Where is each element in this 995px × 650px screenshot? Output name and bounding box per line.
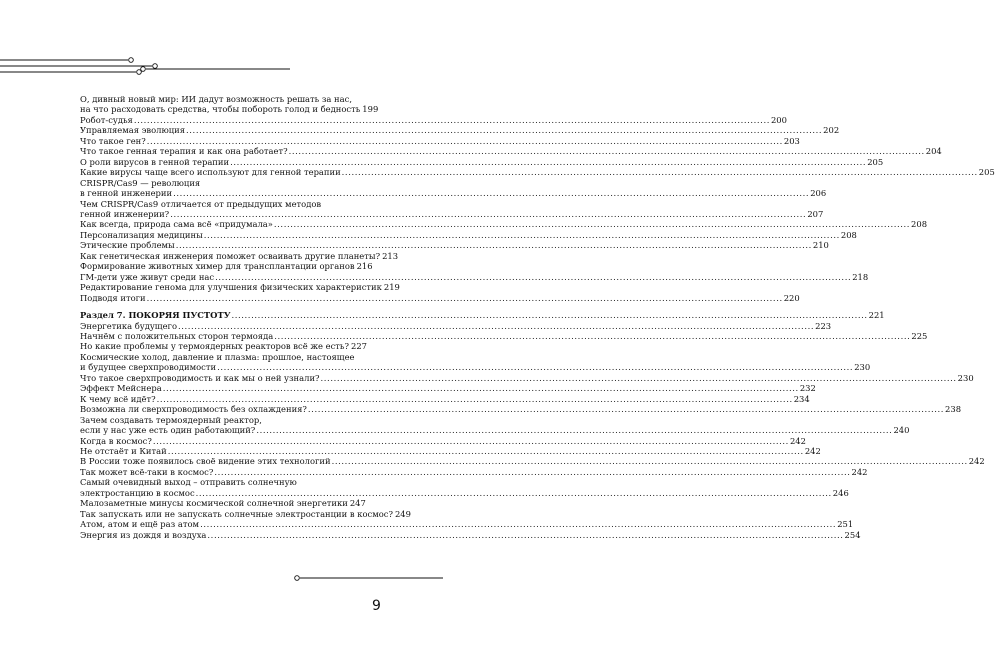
toc-entry-row <box>80 330 928 341</box>
toc-entry <box>80 519 854 530</box>
toc-leader-dots <box>308 404 944 414</box>
toc-entry <box>80 404 962 415</box>
toc-entry-row <box>80 393 810 404</box>
toc-entry <box>80 271 869 282</box>
table-of-contents <box>80 94 995 540</box>
section-title: Раздел 7. ПОКОРЯЯ ПУСТОТУ <box>80 310 231 321</box>
toc-entry-title-line: Управляемая эволюция <box>80 125 186 136</box>
bottom-rule-dot <box>295 576 300 581</box>
toc-entry-row <box>80 282 400 293</box>
toc-entry-row <box>80 519 854 530</box>
toc-entry-title-line: Как генетическая инженерия поможет осваивать другие планеты? <box>80 250 381 261</box>
toc-entry-row <box>80 529 861 540</box>
toc-entry-row <box>80 229 857 240</box>
toc-entry <box>80 456 985 467</box>
toc-entry-title-line: электростанцию в космос <box>80 487 195 498</box>
toc-entry-page: 230 <box>854 362 871 373</box>
toc-entry-title-line: О, дивный новый мир: ИИ дадут возможность решать за нас, <box>80 94 352 104</box>
toc-entry-row <box>80 125 840 136</box>
toc-entry <box>80 167 995 178</box>
toc-leader-dots <box>173 188 809 198</box>
toc-entry-title-line: Энергетика будущего <box>80 320 177 331</box>
toc-entry-row <box>80 135 800 146</box>
toc-leader-dots <box>214 467 850 477</box>
toc-entry-page: 207 <box>807 208 824 219</box>
toc-entry-row <box>80 508 411 519</box>
toc-entry-title-line: Робот-судья <box>80 114 133 125</box>
toc-entry-row <box>80 498 366 509</box>
toc-entry-page: 242 <box>851 466 868 477</box>
toc-leader-dots <box>157 394 793 404</box>
toc-entry-title-line: Подводя итоги <box>80 292 146 303</box>
toc-entry-page: 247 <box>349 498 366 509</box>
toc-leader-dots <box>204 230 840 240</box>
toc-leader-dots <box>332 456 968 466</box>
toc-entry-title-line: Космические холод, давление и плазма: прошлое, настоящее <box>80 351 355 362</box>
toc-entry-title-line: CRISPR/Cas9 — революция <box>80 177 201 188</box>
toc-leader-dots <box>342 167 978 177</box>
toc-entry-title-line: Какие вирусы чаще всего используют для генной терапии <box>80 167 341 178</box>
toc-leader-dots <box>147 293 783 303</box>
toc-entry-row <box>80 188 827 199</box>
toc-entry-page: 230 <box>957 372 974 383</box>
toc-leader-dots <box>147 136 783 146</box>
toc-leader-dots <box>176 240 812 250</box>
toc-entry-row <box>80 167 995 178</box>
toc-entry <box>80 177 827 199</box>
toc-entry-page: 213 <box>382 250 399 261</box>
toc-entry-title-line: Начнём с положительных сторон термояда <box>80 330 274 341</box>
toc-leader-dots <box>178 321 814 331</box>
section-page: 221 <box>868 310 885 321</box>
toc-entry-page: 208 <box>911 219 928 230</box>
toc-entry-title-line: Атом, атом и ещё раз атом <box>80 519 200 530</box>
toc-entry-page: 204 <box>925 146 942 157</box>
toc-entry-page: 220 <box>783 292 800 303</box>
page-number: 9 <box>372 598 381 614</box>
toc-entry-row <box>80 219 928 230</box>
toc-entry-row <box>80 104 379 115</box>
toc-entry <box>80 414 910 436</box>
toc-leader-dots <box>200 519 836 529</box>
toc-leader-dots <box>232 310 868 320</box>
toc-entry <box>80 219 928 230</box>
toc-entry-page: 232 <box>799 383 816 394</box>
toc-entry <box>80 435 806 446</box>
rule-dot-3 <box>137 70 142 75</box>
toc-entry-row <box>80 341 367 352</box>
toc-entry-page: 203 <box>783 135 800 146</box>
section-heading-row <box>80 310 885 321</box>
toc-entry-page: 249 <box>394 508 411 519</box>
toc-entry-page: 210 <box>812 240 829 251</box>
toc-entry-page: 225 <box>911 330 928 341</box>
toc-entry <box>80 146 942 157</box>
toc-entry-title-line: и будущее сверхпроводимости <box>80 362 217 373</box>
toc-entry-row <box>80 261 373 272</box>
toc-entry <box>80 135 800 146</box>
toc-leader-dots <box>230 157 866 167</box>
toc-entry-row <box>80 445 821 456</box>
toc-entry-title-line: Самый очевидный выход – отправить солнечную <box>80 477 297 488</box>
toc-entry-title-line: Когда в космос? <box>80 435 152 446</box>
toc-entry <box>80 341 367 352</box>
toc-entry-title-line: Персонализация медицины <box>80 229 203 240</box>
toc-entry-title-line: Что такое генная терапия и как она работает? <box>80 146 288 157</box>
toc-entry-title-line: Формирование животных химер для трансплантации органов <box>80 261 355 272</box>
toc-entry-row <box>80 250 399 261</box>
toc-entry-row <box>80 146 942 157</box>
toc-entry-row <box>80 240 829 251</box>
section-gap <box>80 303 362 310</box>
toc-entry-page: 246 <box>832 487 849 498</box>
rule-dot-4 <box>141 67 146 72</box>
toc-entry-row <box>80 383 816 394</box>
rule-dot-2 <box>153 64 158 69</box>
toc-entry-page: 216 <box>356 261 373 272</box>
toc-entry-row <box>80 114 787 125</box>
toc-entry-title-line: Этические проблемы <box>80 240 175 251</box>
toc-entry-title-line: К чему всё идёт? <box>80 393 156 404</box>
toc-entry-page: 219 <box>383 282 400 293</box>
toc-entry <box>80 240 829 251</box>
toc-leader-dots <box>321 373 957 383</box>
toc-entry-title-line: если у нас уже есть один работающий? <box>80 425 256 436</box>
toc-entry <box>80 383 816 394</box>
toc-entry-title-line: Что такое ген? <box>80 135 146 146</box>
toc-entry <box>80 229 857 240</box>
toc-leader-dots <box>196 488 832 498</box>
toc-entry-title-line: Редактирование генома для улучшения физических характеристик <box>80 282 382 293</box>
toc-entry <box>80 498 366 509</box>
toc-entry-page: 242 <box>968 456 985 467</box>
toc-entry-row <box>80 208 824 219</box>
toc-entry-page: 199 <box>362 104 379 115</box>
toc-entry <box>80 529 861 540</box>
toc-leader-dots <box>274 219 910 229</box>
toc-leader-dots <box>256 425 892 435</box>
toc-entry-page: 200 <box>770 114 787 125</box>
toc-entry-title-line: в генной инженерии <box>80 188 173 199</box>
toc-entry <box>80 351 871 373</box>
toc-entry <box>80 114 787 125</box>
toc-entry-page: 206 <box>810 188 827 199</box>
toc-entry-title-line: ГМ-дети уже живут среди нас <box>80 271 215 282</box>
toc-entry <box>80 282 400 293</box>
toc-entry-row <box>80 466 868 477</box>
toc-entry <box>80 372 974 383</box>
toc-entry <box>80 320 832 331</box>
toc-entry-row <box>80 425 910 436</box>
toc-leader-dots <box>163 383 799 393</box>
toc-leader-dots <box>170 209 806 219</box>
toc-entry-title-line: В России тоже появилось своё видение этих технологий <box>80 456 331 467</box>
toc-entry <box>80 261 373 272</box>
toc-entry-title-line: Как всегда, природа сама всё «придумала» <box>80 219 273 230</box>
toc-entry-row <box>80 156 884 167</box>
toc-leader-dots <box>289 146 925 156</box>
toc-entry <box>80 292 800 303</box>
toc-entry-row <box>80 404 962 415</box>
toc-entry-row <box>80 456 985 467</box>
toc-entry <box>80 156 884 167</box>
toc-entry-page: 202 <box>823 125 840 136</box>
toc-entry <box>80 508 411 519</box>
toc-entry-title-line: Возможна ли сверхпроводимость без охлаждения? <box>80 404 307 415</box>
toc-entry-page: 218 <box>852 271 869 282</box>
toc-entry <box>80 94 379 115</box>
toc-entry-title-line: Что такое сверхпроводимость и как мы о ней узнали? <box>80 372 320 383</box>
toc-entry-page: 205 <box>867 156 884 167</box>
toc-entry-page: 223 <box>815 320 832 331</box>
toc-entry-row <box>80 320 832 331</box>
toc-entry <box>80 466 868 477</box>
toc-leader-dots <box>168 446 804 456</box>
toc-leader-dots <box>207 530 843 540</box>
toc-entry-title-line: О роли вирусов в генной терапии <box>80 156 230 167</box>
toc-entry-title-line: Эффект Мейснера <box>80 383 162 394</box>
toc-entry-page: 242 <box>804 445 821 456</box>
toc-entry-row <box>80 372 974 383</box>
toc-leader-dots <box>217 362 853 372</box>
toc-entry <box>80 393 810 404</box>
toc-entry-page: 205 <box>978 167 995 178</box>
toc-entry-page: 227 <box>350 341 367 352</box>
section-heading <box>80 310 885 321</box>
toc-leader-dots <box>186 125 822 135</box>
toc-entry <box>80 330 928 341</box>
toc-entry <box>80 198 824 220</box>
toc-entry-row <box>80 271 869 282</box>
toc-entry-row <box>80 362 871 373</box>
toc-entry-title-line: Но какие проблемы у термоядерных реакторов всё же есть? <box>80 341 349 352</box>
toc-entry-title-line: на что расходовать средства, чтобы побороть голод и бедность <box>80 104 361 115</box>
toc-entry-page: 242 <box>789 435 806 446</box>
toc-entry-title-line: Так запускать или не запускать солнечные электростанции в космос? <box>80 508 393 519</box>
toc-leader-dots <box>134 115 770 125</box>
toc-entry-page: 254 <box>844 529 861 540</box>
toc-entry-page: 208 <box>840 229 857 240</box>
toc-entry-title-line: Зачем создавать термоядерный реактор, <box>80 414 262 425</box>
toc-entry <box>80 125 840 136</box>
toc-entry <box>80 250 399 261</box>
toc-leader-dots <box>215 272 851 282</box>
toc-entry-page: 234 <box>793 393 810 404</box>
toc-entry-title-line: Малозаметные минусы космической солнечной энергетики <box>80 498 348 509</box>
toc-entry-title-line: Энергия из дождя и воздуха <box>80 529 207 540</box>
toc-entry-row <box>80 292 800 303</box>
toc-entry-title-line: Не отстаёт и Китай <box>80 445 167 456</box>
toc-leader-dots <box>153 436 789 446</box>
toc-leader-dots <box>274 331 910 341</box>
toc-entry-row <box>80 435 806 446</box>
toc-entry <box>80 445 821 456</box>
toc-entry-page: 251 <box>837 519 854 530</box>
toc-entry-title-line: Так может всё-таки в космос? <box>80 466 214 477</box>
toc-entry <box>80 477 849 498</box>
toc-entry-page: 240 <box>893 425 910 436</box>
toc-entry-row <box>80 487 849 498</box>
toc-entry-page: 238 <box>945 404 962 415</box>
toc-entry-title-line: генной инженерии? <box>80 208 170 219</box>
rule-dot-1 <box>129 58 134 63</box>
toc-entry-title-line: Чем CRISPR/Cas9 отличается от предыдущих методов <box>80 198 322 209</box>
